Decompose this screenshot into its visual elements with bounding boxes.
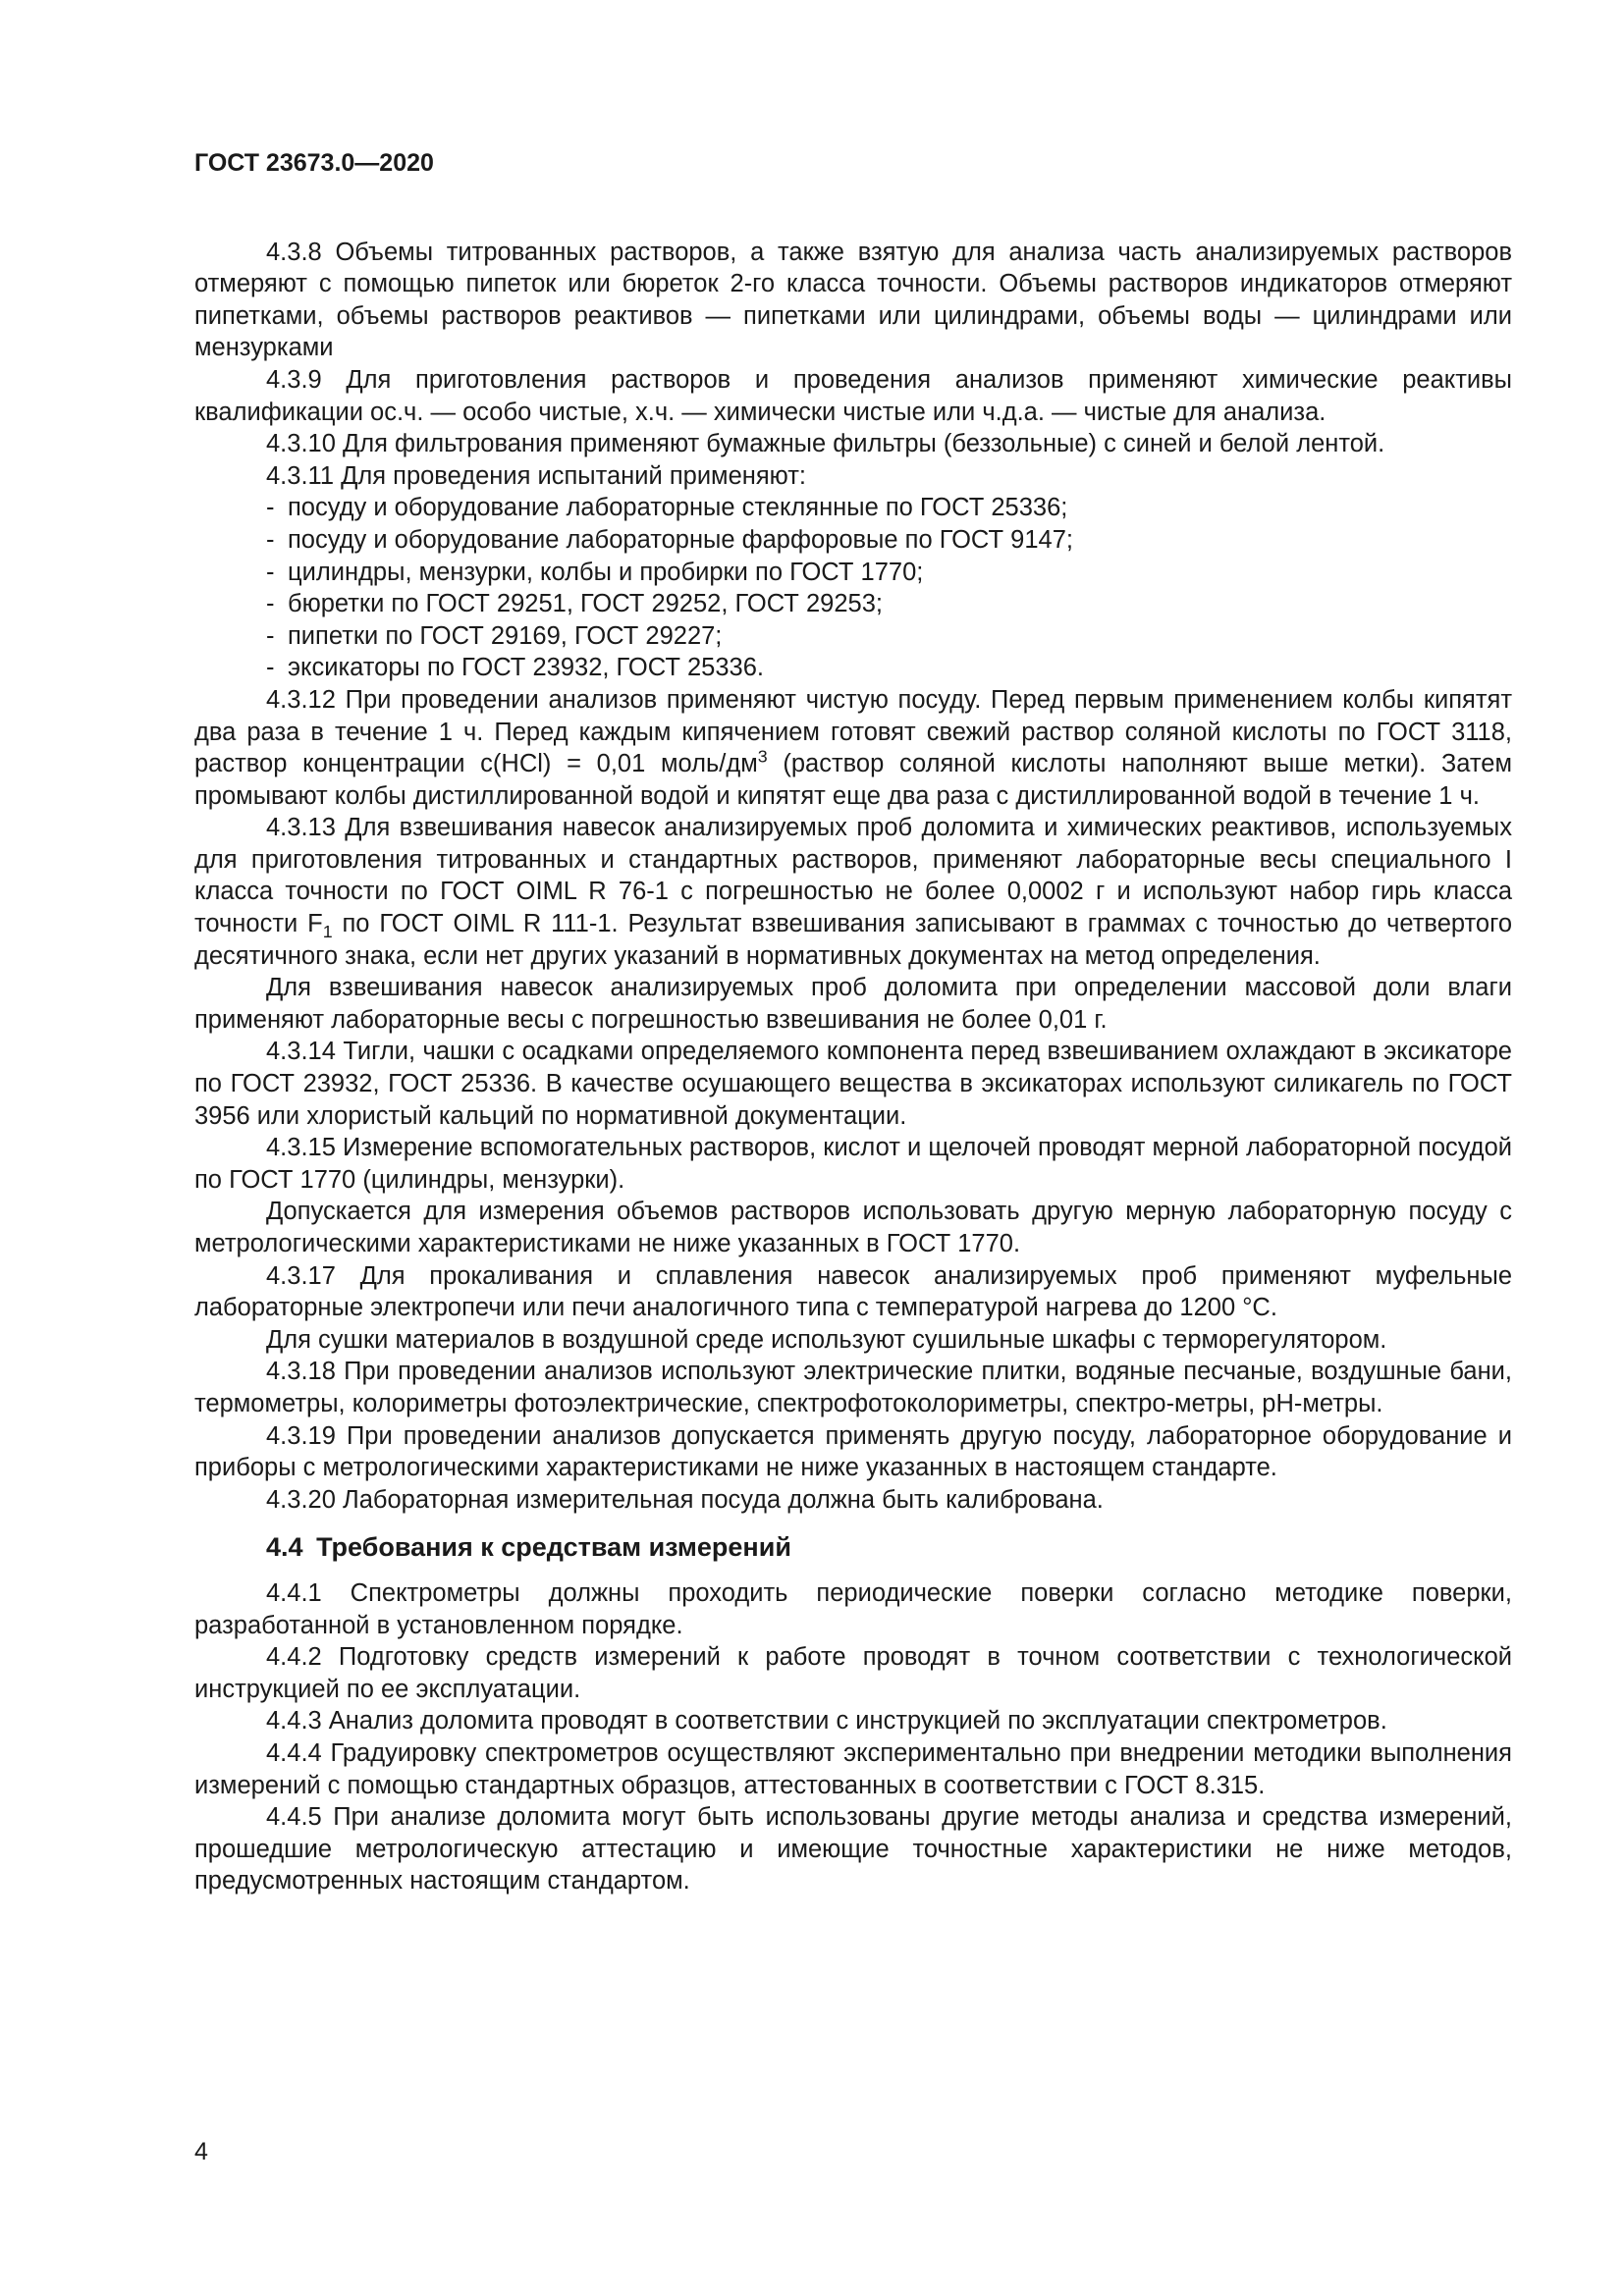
paragraph-4-3-13-cont: Для взвешивания навесок анализируемых проб доломита при определении массовой доли влаги применяют лабораторные весы с погрешностью взвешивания не более 0,01 г. <box>194 974 1512 1034</box>
paragraph-4-3-11: 4.3.11 Для проведения испытаний применяют: <box>266 461 806 490</box>
list-item: - бюретки по ГОСТ 29251, ГОСТ 29252, ГОСТ 29253; <box>266 588 1512 620</box>
paragraph-4-3-15: 4.3.15 Измерение вспомогательных растворов, кислот и щелочей проводят мерной лабораторной посудой по ГОСТ 1770 (цилиндры, мензурки). <box>194 1134 1512 1194</box>
paragraph-4-3-13: 4.3.13 Для взвешивания навесок анализируемых проб доломита и химических реактивов, используемых для приготовления титрованных и стандартных растворов, применяют лабораторные весы специального I класса точности по ГОСТ OIML R 76-1 с погрешностью не более 0,0002 г и используют набор гирь класса точности $F_1$ по ГОСТ OIML R 111-1. Результат взвешивания записывают в граммах с точностью до четвертого десятичного знака, если нет других указаний в нормативных документах на метод определения. <box>194 814 1512 970</box>
list-item: - эксикаторы по ГОСТ 23932, ГОСТ 25336. <box>266 652 1512 684</box>
paragraph-4-4-2: 4.4.2 Подготовку средств измерений к работе проводят в точном соответствии с технологической инструкцией по ее эксплуатации. <box>194 1643 1512 1703</box>
section-title-text: Требования к средствам измерений <box>316 1532 791 1563</box>
paragraph-4-3-20: 4.3.20 Лабораторная измерительная посуда должна быть калибрована. <box>266 1485 1104 1514</box>
equipment-list <box>194 492 1512 684</box>
list-item: - пипетки по ГОСТ 29169, ГОСТ 29227; <box>266 620 1512 653</box>
section-number: 4.4 <box>266 1532 303 1563</box>
page-number: 4 <box>194 2138 208 2165</box>
paragraph-4-3-17: 4.3.17 Для прокаливания и сплавления навесок анализируемых проб применяют муфельные лабораторные электропечи или печи аналогичного типа с температурой нагрева до 1200 °C. <box>194 1261 1512 1322</box>
document-page <box>194 147 1512 1897</box>
paragraph-4-4-3: 4.4.3 Анализ доломита проводят в соответствии с инструкцией по эксплуатации спектрометров. <box>266 1707 1387 1735</box>
paragraph-4-3-9: 4.3.9 Для приготовления растворов и проведения анализов применяют химические реактивы квалификации ос.ч. — особо чистые, х.ч. — химически чистые или ч.д.а. — чистые для анализа. <box>194 365 1512 426</box>
list-item: - цилиндры, мензурки, колбы и пробирки по ГОСТ 1770; <box>266 557 1512 589</box>
list-item: - посуду и оборудование лабораторные фарфоровые по ГОСТ 9147; <box>266 524 1512 557</box>
paragraph-4-3-19: 4.3.19 При проведении анализов допускается применять другую посуду, лабораторное оборудование и приборы с метрологическими характеристиками не ниже указанных в настоящем стандарте. <box>194 1421 1512 1482</box>
paragraph-4-4-5: 4.4.5 При анализе доломита могут быть использованы другие методы анализа и средства измерений, прошедшие метрологическую аттестацию и имеющие точностные характеристики не ниже методов, предусмотренных настоящим стандартом. <box>194 1803 1512 1896</box>
paragraph-4-3-17-cont: Для сушки материалов в воздушной среде используют сушильные шкафы с терморегулятором. <box>266 1325 1387 1354</box>
standard-header: ГОСТ 23673.0—2020 <box>194 149 434 177</box>
paragraph-4-3-8: 4.3.8 Объемы титрованных растворов, а также взятую для анализа часть анализируемых растворов отмеряют с помощью пипеток или бюреток 2-го класса точности. Объемы растворов индикаторов отмеряют пипетками, объемы растворов реактивов — пипетками или цилиндрами, объемы воды — цилиндрами или мензурками <box>194 238 1512 362</box>
paragraph-4-3-14: 4.3.14 Тигли, чашки с осадками определяемого компонента перед взвешиванием охлаждают в эксикаторе по ГОСТ 23932, ГОСТ 25336. В качестве осушающего вещества в эксикаторах используют силикагель по ГОСТ 3956 или хлористый кальций по нормативной документации. <box>194 1038 1512 1130</box>
paragraph-4-4-1: 4.4.1 Спектрометры должны проходить периодические поверки согласно методике поверки, разработанной в установленном порядке. <box>194 1578 1512 1639</box>
paragraph-4-3-10: 4.3.10 Для фильтрования применяют бумажные фильтры (беззольные) с синей и белой лентой. <box>266 430 1385 458</box>
section-4-4-heading <box>194 1531 1512 1564</box>
paragraph-4-3-15-cont: Допускается для измерения объемов растворов использовать другую мерную лабораторную посуду с метрологическими характеристиками не ниже указанных в ГОСТ 1770. <box>194 1198 1512 1257</box>
paragraph-4-4-4: 4.4.4 Градуировку спектрометров осуществляют экспериментально при внедрении методики выполнения измерений с помощью стандартных образцов, аттестованных в соответствии с ГОСТ 8.315. <box>194 1738 1512 1799</box>
paragraph-4-3-12: 4.3.12 При проведении анализов применяют чистую посуду. Перед первым применением колбы кипятят два раза в течение 1 ч. Перед каждым кипячением готовят свежий раствор соляной кислоты по ГОСТ 3118, раствор концентрации c(HCl) = 0,01 моль/$дм^3$ (раствор соляной кислоты наполняют выше метки). Затем промывают колбы дистиллированной водой и кипятят еще два раза с дистиллированной водой в течение 1 ч. <box>194 685 1512 810</box>
paragraph-4-3-18: 4.3.18 При проведении анализов используют электрические плитки, водяные песчаные, воздушные бани, термометры, колориметры фотоэлектрические, спектрофотоколориметры, спектро-метры, рН-метры. <box>194 1358 1512 1417</box>
list-item: - посуду и оборудование лабораторные стеклянные по ГОСТ 25336; <box>266 492 1512 524</box>
